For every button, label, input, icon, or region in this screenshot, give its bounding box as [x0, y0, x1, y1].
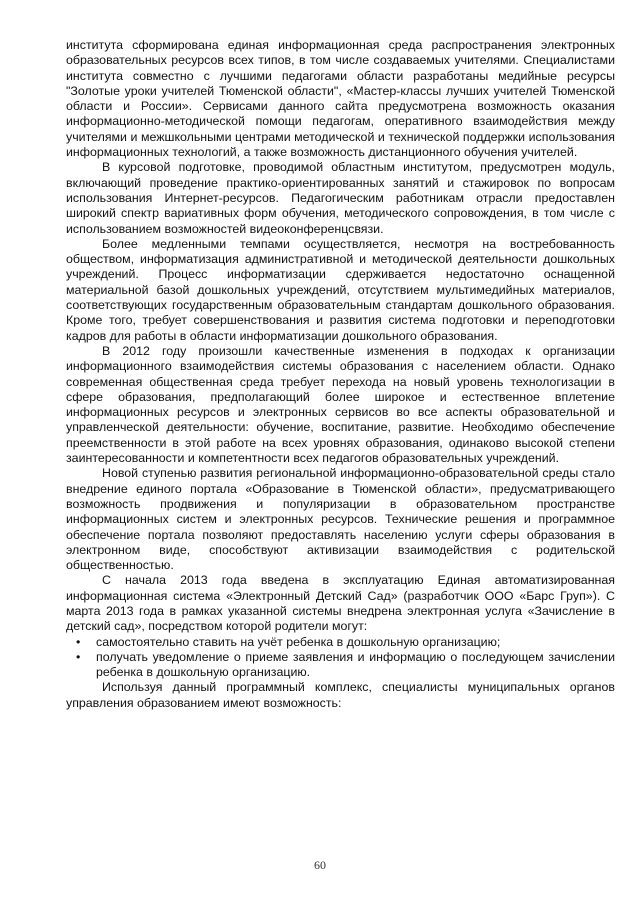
paragraph-preschool-informatization: Более медленными темпами осуществляется, несмотря на востребованность обществом, информатизация административной и методической деятельности дошкольных учреждений. Процесс информатизации сдерживается недостаточно оснащенной материальной базой дошкольных учреждений, отсутствием мультимедийных материалов, соответствующих государственным образовательным стандартам дошкольного образования. Кроме того, требует совершенствования и развития система подготовки и переподготовки кадров для работы в области информатизации дошкольного образования.	[66, 236, 615, 343]
bullet-icon: •	[76, 649, 81, 664]
list-item-text: самостоятельно ставить на учёт ребенка в дошкольную организацию;	[96, 634, 501, 649]
paragraph-edu-resources: института сформирована единая информационная среда распространения электронных образовательных ресурсов всех типов, в том числе создаваемых учителями. Специалистами института совместно с лучшими педагогами области разработаны медийные ресурсы "Золотые уроки учителей Тюменской области", «Мастер-классы лучших учителей Тюменской области и России». Сервисами данного сайта предусмотрена возможность оказания информационно-методической помощи педагогам, оперативного взаимодействия между учителями и межшкольными центрами методической и технической поддержки использования информационных технологий, а также возможность дистанционного обучения учителей.	[66, 38, 615, 160]
paragraph-municipal-specialists: Используя данный программный комплекс, специалисты муниципальных органов управления образованием имеют возможность:	[66, 680, 615, 710]
paragraph-electronic-kindergarten: С начала 2013 года введена в эксплуатацию Единая автоматизированная информационная система «Электронный Детский Сад» (разработчик ООО «Барс Груп»). С марта 2013 года в рамках указанной системы внедрена электронная услуга «Зачисление в детский сад», посредством которой родители могут:	[66, 573, 615, 634]
list-item	[66, 635, 615, 650]
list-item	[66, 650, 615, 681]
paragraph-portal: Новой ступенью развития региональной информационно-образовательной среды стало внедрение единого портала «Образование в Тюменской области», предусматривающего возможность продвижения и популяризации в образовательном пространстве информационных систем и электронных ресурсов. Технические решения и программное обеспечение портала позволяют предоставлять населению услуги сферы образования в электронном виде, способствуют активизации взаимодействия с родительской общественностью.	[66, 466, 615, 573]
list-item-text: получать уведомление о приеме заявления и информацию о последующем зачислении ребенка в дошкольную организацию.	[96, 649, 615, 680]
paragraph-course-training: В курсовой подготовке, проводимой областным институтом, предусмотрен модуль, включающий проведение практико-ориентированных занятий и стажировок по вопросам использования Интернет-ресурсов. Педагогическим работникам отрасли предоставлен широкий спектр вариативных форм обучения, методического сопровождения, в том числе с использованием возможностей видеоконференцсвязи.	[66, 160, 615, 236]
bullet-list	[66, 635, 615, 681]
page-number: 60	[314, 858, 326, 872]
document-page	[66, 38, 615, 711]
paragraph-2012-changes: В 2012 году произошли качественные изменения в подходах к организации информационного взаимодействия системы образования с населением области. Однако современная общественная среда требует перехода на новый уровень технологизации в сфере образования, предполагающий более широкое и естественное вплетение информационных ресурсов и электронных сервисов во все аспекты образовательной и управленческой деятельности: обучение, воспитание, развитие. Необходимо обеспечение преемственности в этой работе на всех уровнях образования, одинаково высокой степени заинтересованности и компетентности всех педагогов образовательных учреждений.	[66, 343, 615, 466]
bullet-icon: •	[76, 634, 81, 649]
